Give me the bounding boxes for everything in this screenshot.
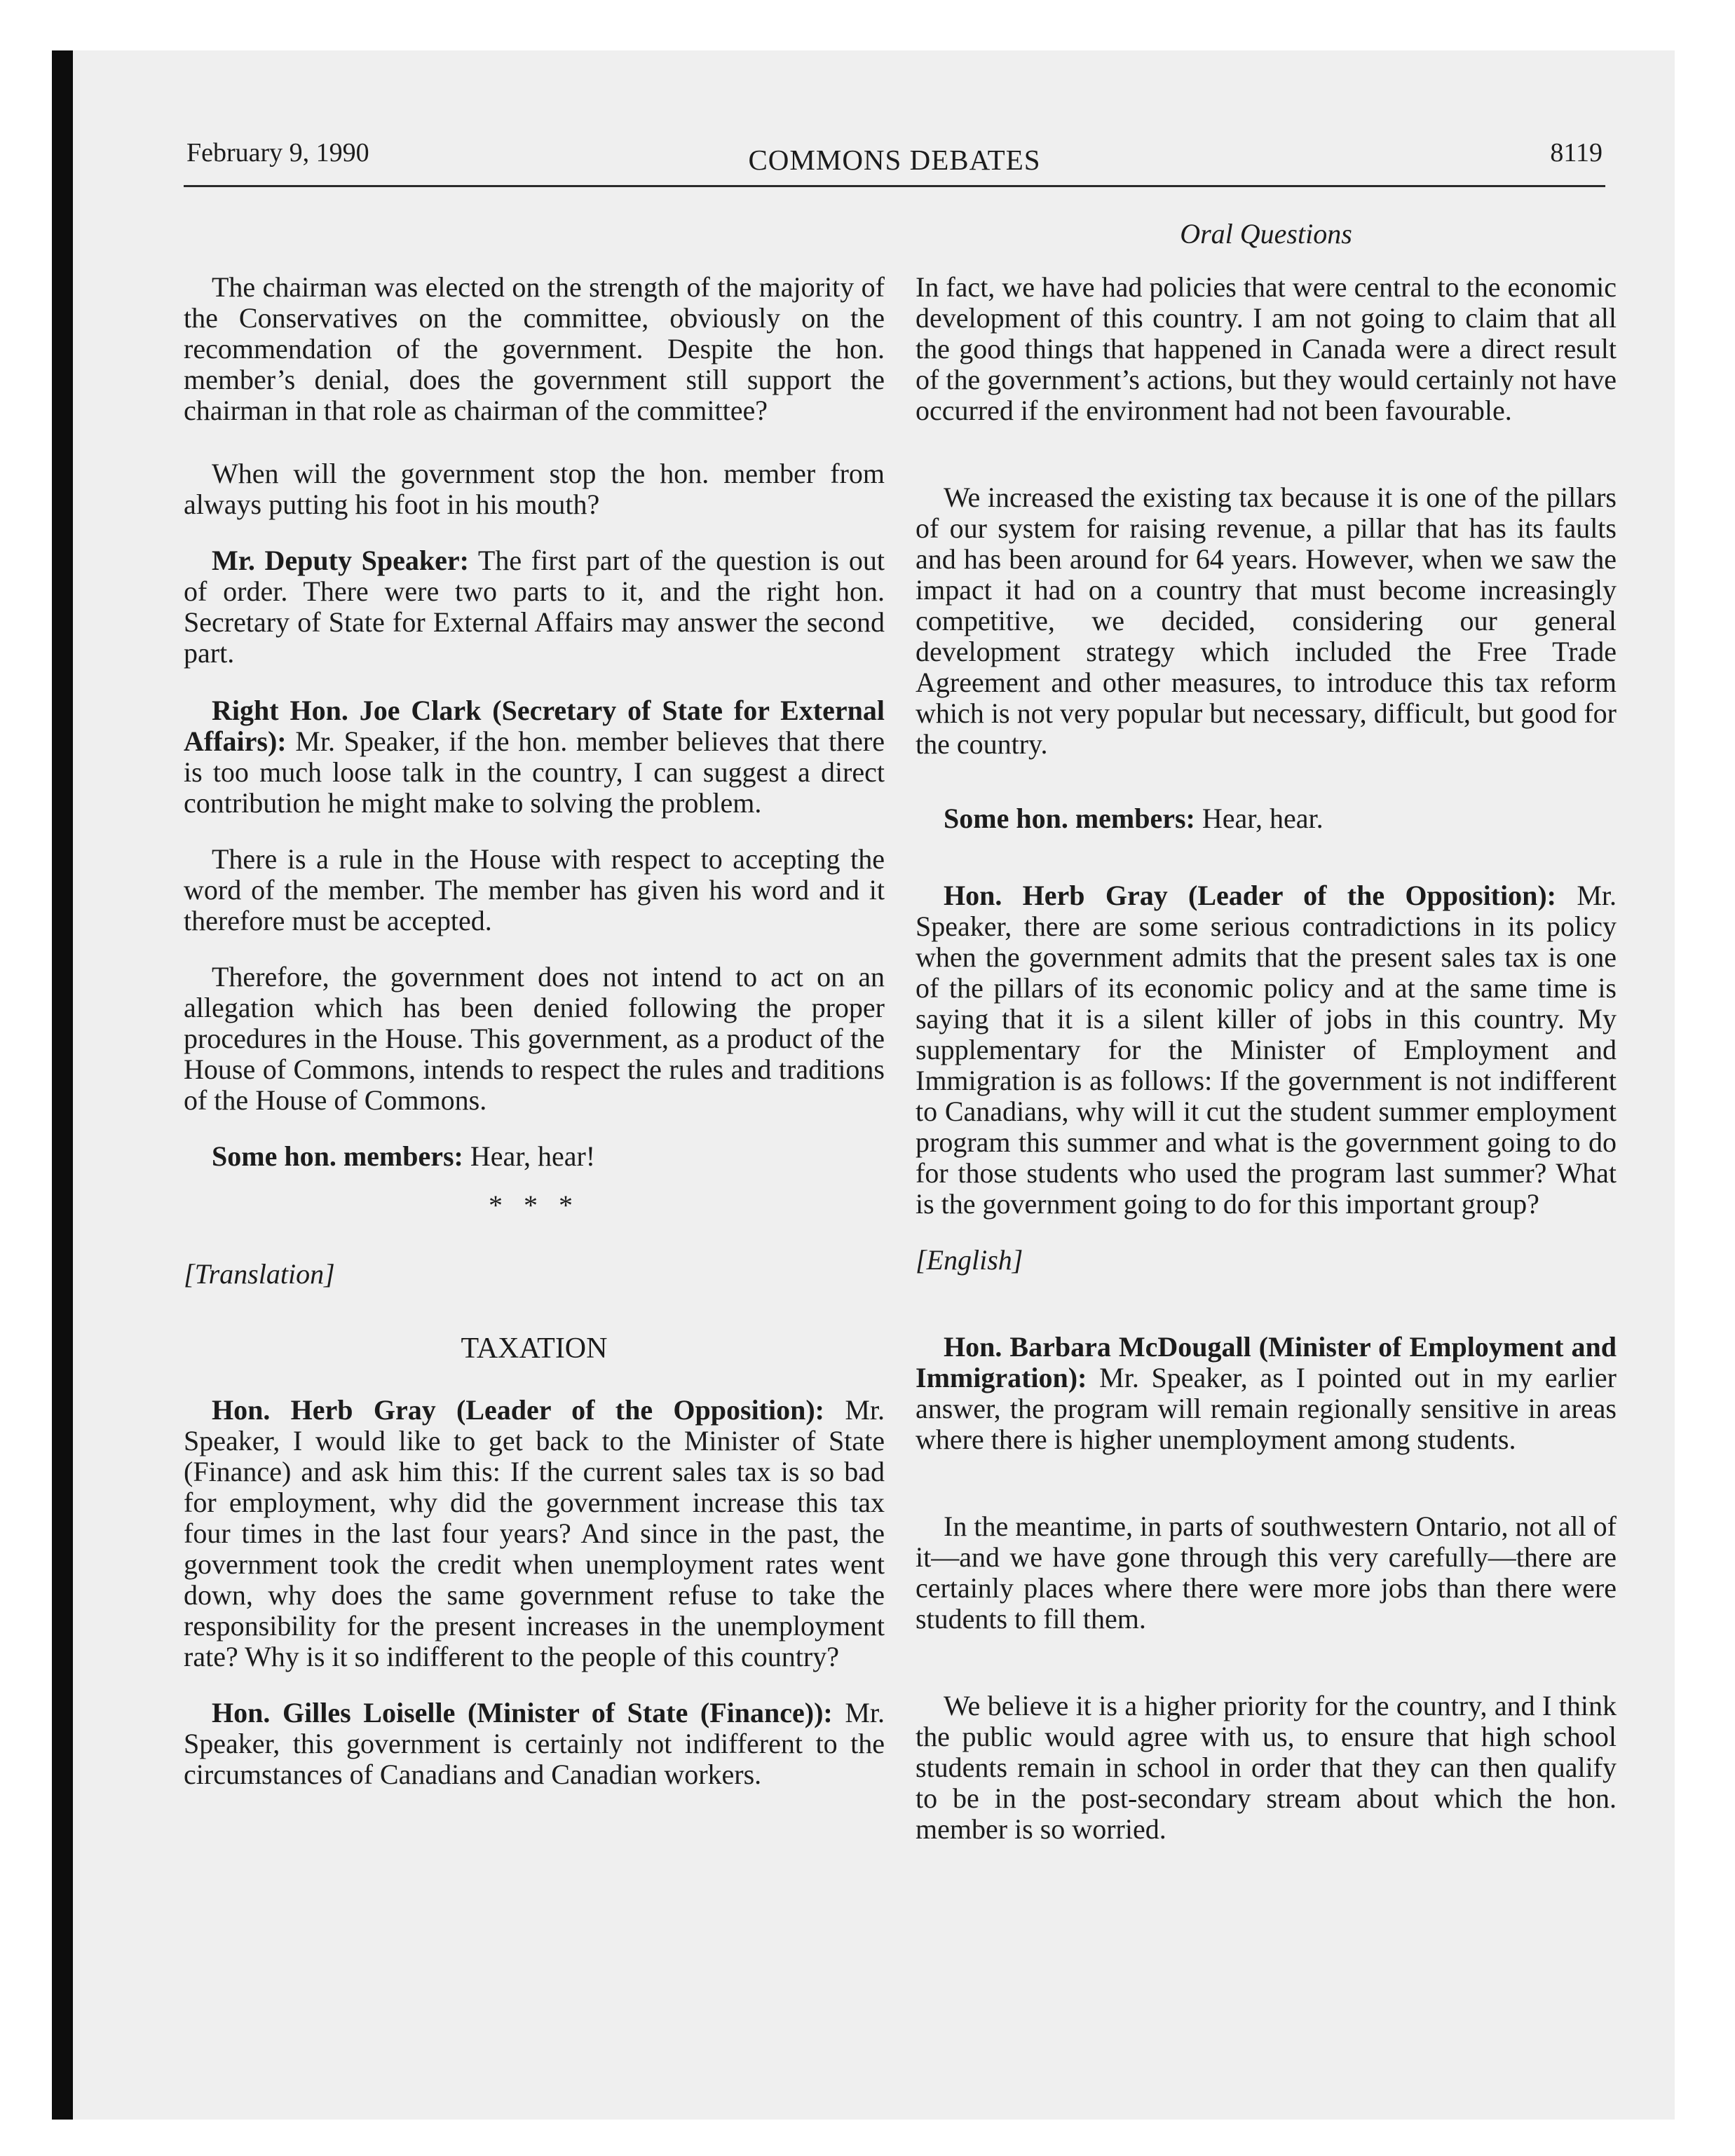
speaker-name: Hon. Herb Gray (Leader of the Opposition): <box>944 880 1556 911</box>
speaker-name: Some hon. members: <box>944 803 1195 834</box>
speech-paragraph <box>184 545 885 669</box>
speech-paragraph <box>184 1698 885 1790</box>
header-page-number: 8119 <box>1550 138 1603 168</box>
speech-text: Mr. Speaker, if the hon. member believes that there is too much loose talk in the country, I can suggest a direct contribution he might make to solving the problem. <box>184 725 885 819</box>
speech-text: The first part of the question is out of order. There were two parts to it, and the right hon. Secretary of State for External Affairs may answer the second part. <box>184 545 885 669</box>
speech-text: Mr. Speaker, there are some serious contradictions in its policy when the government admits that the present sales tax is one of the pillars of its economic policy and at the same time is saying that it is a silent killer of jobs in this country. My supplementary for the Minister of Employment and Immigration is as follows: If the government is not indifferent to Canadians, why will it cut the student summer employment program this summer and what is the government going to do for those students who used the program last summer? What is the government going to do for this important group? <box>916 880 1617 1220</box>
paragraph: When will the government stop the hon. member from always putting his foot in his mouth? <box>184 458 885 520</box>
speaker-name: Mr. Deputy Speaker: <box>212 545 469 576</box>
speech-paragraph <box>184 1141 885 1172</box>
speaker-name: Right Hon. Joe Clark (Secretary of State for External Affairs): <box>184 695 885 757</box>
speech-paragraph <box>916 803 1617 834</box>
paragraph: Therefore, the government does not intend to act on an allegation which has been denied following the proper procedures in the House. This government, as a product of the House of Commons, intends to respect the rules and traditions of the House of Commons. <box>184 961 885 1116</box>
speech-text: Mr. Speaker, I would like to get back to the Minister of State (Finance) and ask him this: If the current sales tax is so bad for employment, why did the government increase this tax four times in the last four years? And since in the past, the government took the credit when unemployment rates went down, why does the same government refuse to take the responsibility for the present increases in the unemployment rate? Why is it so indifferent to the people of this country? <box>184 1394 885 1672</box>
header-date: February 9, 1990 <box>186 138 369 168</box>
header-title: COMMONS DEBATES <box>748 144 1041 176</box>
section-heading: TAXATION <box>461 1332 608 1365</box>
section-separator: * * * <box>489 1189 580 1221</box>
scan-edge-bar <box>52 50 73 2120</box>
paragraph: We believe it is a higher priority for the country, and I think the public would agree with us, to ensure that high school students remain in school in order that they can then qualify to be in the post-secondary stream about which the hon. member is so worried. <box>916 1690 1617 1845</box>
right-column <box>916 219 1617 1845</box>
speech-text: Mr. Speaker, as I pointed out in my earlier answer, the program will remain regionally sensitive in areas where there is higher unemployment among students. <box>916 1362 1617 1455</box>
speaker-name: Hon. Barbara McDougall (Minister of Employment and Immigration): <box>916 1331 1617 1393</box>
speech-text: Mr. Speaker, this government is certainly not indifferent to the circumstances of Canadians and Canadian workers. <box>184 1697 885 1790</box>
speech-paragraph <box>184 695 885 819</box>
speech-text: Hear, hear! <box>463 1140 596 1172</box>
speech-paragraph <box>184 1395 885 1672</box>
paragraph: We increased the existing tax because it is one of the pillars of our system for raising revenue, a pillar that has its faults and has been around for 64 years. However, when we saw the impact it had on a country that must become increasingly competitive, we decided, considering our general development strategy which included the Free Trade Agreement and other measures, to introduce this tax reform which is not very popular but necessary, difficult, but good for the country. <box>916 482 1617 760</box>
speaker-name: Some hon. members: <box>212 1140 463 1172</box>
section-label: Oral Questions <box>1180 218 1352 250</box>
speech-text: Hear, hear. <box>1195 803 1324 834</box>
left-column <box>184 219 885 1790</box>
speech-paragraph <box>916 880 1617 1220</box>
running-head <box>184 136 1605 187</box>
speaker-name: Hon. Gilles Loiselle (Minister of State (Finance)): <box>212 1697 833 1728</box>
paragraph: In the meantime, in parts of southwestern Ontario, not all of it—and we have gone through this very carefully—there are certainly places where there were more jobs than there were students to fill them. <box>916 1510 1617 1635</box>
paragraph: There is a rule in the House with respect to accepting the word of the member. The member has given his word and it therefore must be accepted. <box>184 843 885 936</box>
english-marker: [English] <box>916 1244 1023 1276</box>
translation-marker: [Translation] <box>184 1258 335 1290</box>
speaker-name: Hon. Herb Gray (Leader of the Opposition): <box>212 1394 824 1426</box>
paragraph: In fact, we have had policies that were central to the economic development of this country. I am not going to claim that all the good things that happened in Canada were a direct result of the government’s actions, but they would certainly not have occurred if the environment had not been favourable. <box>916 271 1617 426</box>
speech-paragraph <box>916 1332 1617 1455</box>
paragraph: The chairman was elected on the strength of the majority of the Conservatives on the committee, obviously on the recommendation of the government. Despite the hon. member’s denial, does the government still support the chairman in that role as chairman of the committee? <box>184 271 885 426</box>
